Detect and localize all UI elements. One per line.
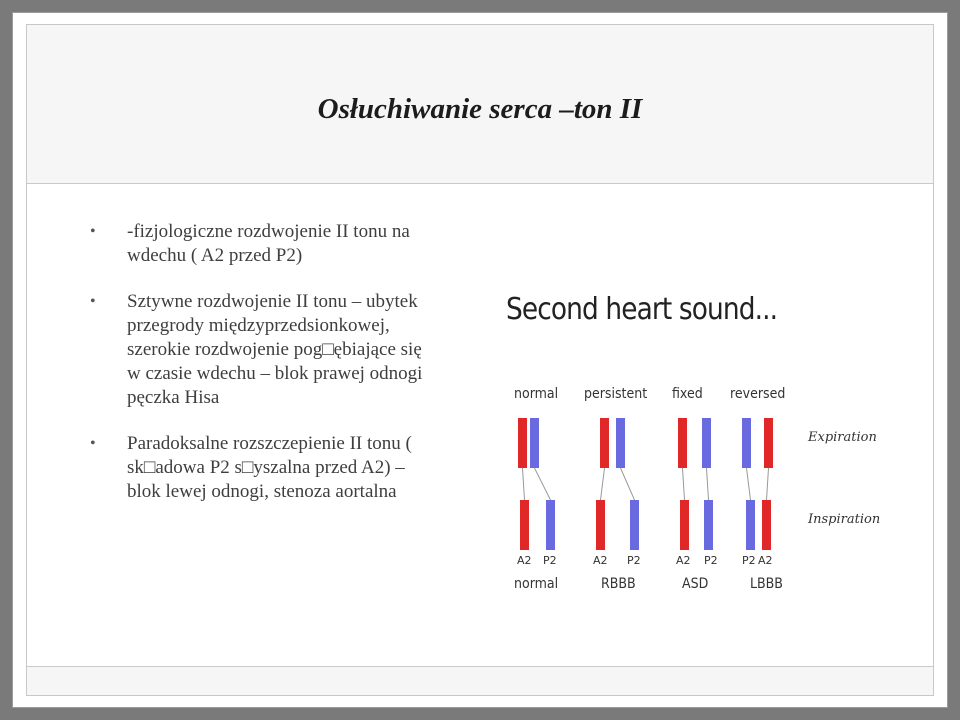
column-label-persistent: persistent [584,386,648,402]
sound-label-b: P2 [543,554,557,567]
a2-bar-expiration-normal [518,418,527,468]
condition-label-asd: ASD [682,576,709,592]
bullet-text: Paradoksalne rozszczepienie II tonu ( sk□adowa P2 s□yszalna przed A2) – blok lewej odnogi, stenoza aortalna [127,433,412,502]
figure-title: Second heart sound... [506,292,778,327]
p2-bar-inspiration-fixed [704,500,713,550]
footer-band [27,666,933,695]
slide-title: Osłuchiwanie serca –ton II [317,93,643,125]
p2-bar-expiration-reversed [742,418,751,468]
condition-label-normal: normal [514,576,559,592]
split-connector-persistent [601,468,605,500]
column-label-reversed: reversed [730,386,786,402]
condition-label-lbbb: LBBB [750,576,783,592]
sound-label-a: A2 [593,554,608,567]
a2-bar-expiration-persistent [600,418,609,468]
bullet-dot: • [90,293,96,310]
a2-bar-inspiration-fixed [680,500,689,550]
bullet-item [88,290,438,410]
split-connector-normal [523,468,525,500]
sound-label-b: A2 [758,554,773,567]
heart-sound-figure [496,280,881,610]
row-label-expiration: Expiration [808,430,877,445]
column-label-fixed: fixed [672,386,703,402]
sound-label-a: A2 [517,554,532,567]
p2-bar-expiration-fixed [702,418,711,468]
bullet-dot: • [90,435,96,452]
split-connector-fixed [707,468,709,500]
a2-bar-inspiration-normal [520,500,529,550]
row-label-inspiration: Inspiration [808,512,881,527]
a2-bar-expiration-fixed [678,418,687,468]
a2-bar-inspiration-persistent [596,500,605,550]
p2-bar-inspiration-normal [546,500,555,550]
sound-label-a: P2 [742,554,756,567]
a2-bar-inspiration-reversed [762,500,771,550]
bullet-item [88,220,438,268]
bullet-text: -fizjologiczne rozdwojenie II tonu na wdechu ( A2 przed P2) [127,221,410,266]
sound-label-a: A2 [676,554,691,567]
bullet-item [88,432,438,504]
split-connector-persistent [621,468,635,500]
sound-label-b: P2 [627,554,641,567]
split-connector-fixed [683,468,685,500]
bullet-text: Sztywne rozdwojenie II tonu – ubytek przegrody międzyprzedsionkowej, szerokie rozdwojenie pog□ębiające się w czasie wdechu – blok prawej odnogi pęczka Hisa [127,291,423,408]
p2-bar-inspiration-persistent [630,500,639,550]
a2-bar-expiration-reversed [764,418,773,468]
bullet-dot: • [90,223,96,240]
bullet-list [88,220,438,526]
condition-label-rbbb: RBBB [601,576,636,592]
split-connector-reversed [747,468,751,500]
sound-label-b: P2 [704,554,718,567]
title-band [27,25,933,184]
p2-bar-inspiration-reversed [746,500,755,550]
p2-bar-expiration-normal [530,418,539,468]
split-connector-reversed [767,468,769,500]
split-connector-normal [535,468,551,500]
column-label-normal: normal [514,386,559,402]
p2-bar-expiration-persistent [616,418,625,468]
